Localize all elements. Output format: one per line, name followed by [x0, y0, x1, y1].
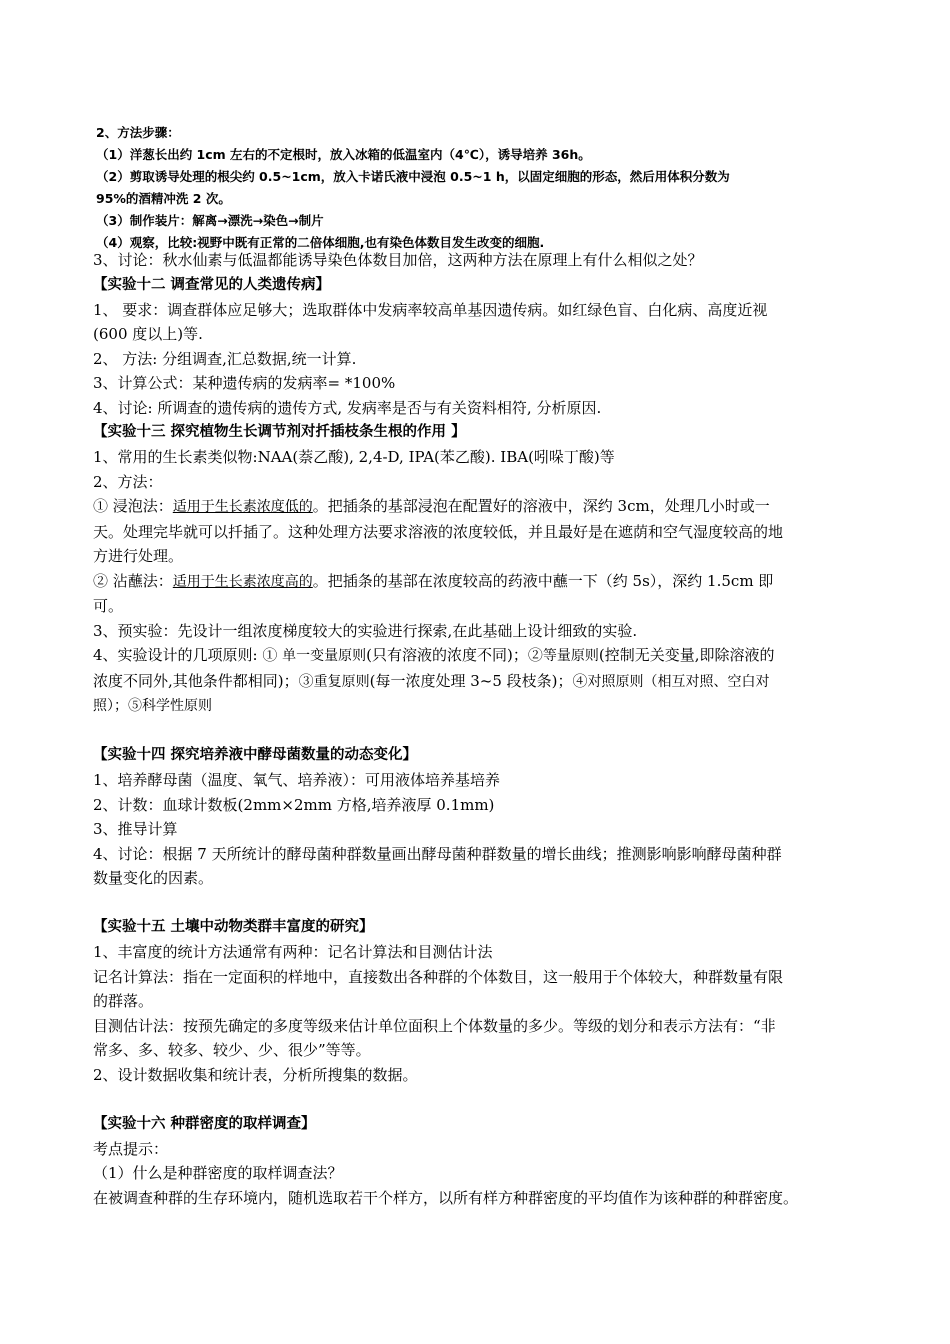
principle-text: (每一浓度处理 3~5 段枝条)；④	[369, 671, 588, 690]
method-step-3: （3）制作装片：解离→漂洗→染色→制片	[96, 213, 324, 228]
exp14-p4b: 数量变化的因素。	[93, 869, 214, 887]
main-text	[93, 248, 883, 1210]
exp13-method1-line3: 方进行处理。	[93, 547, 184, 565]
exp13-p4-line1	[93, 643, 883, 669]
exp12-p3: 3、计算公式：某种遗传病的发病率= *100%	[93, 374, 396, 392]
exp13-p4-line2	[93, 669, 883, 695]
exp12-p1b: (600 度以上)等.	[93, 325, 203, 343]
method-step-4: （4）观察，比较:视野中既有正常的二倍体细胞,也有染色体数目发生改变的细胞.	[96, 235, 545, 250]
exp15-p3a: 目测估计法：按预先确定的多度等级来估计单位面积上个体数量的多少。等级的划分和表示方法有：“非	[93, 1016, 776, 1035]
exp14-p4a: 4、讨论：根据 7 天所统计的酵母菌种群数量画出酵母菌种群数量的增长曲线；推测影响影响酵母菌种群	[93, 844, 782, 863]
exp15-p3b: 常多、多、较多、较少、少、很少”等等。	[93, 1041, 371, 1059]
method2-underlined: 适用于生长素浓度高的	[172, 573, 313, 590]
exp12-p4: 4、讨论: 所调查的遗传病的遗传方式, 发病率是否与有关资料相符, 分析原因.	[93, 398, 602, 417]
exp13-title: 【实验十三 探究植物生长调节剂对扦插枝条生根的作用 】	[93, 424, 466, 440]
exp14-title: 【实验十四 探究培养液中酵母菌数量的动态变化】	[93, 747, 418, 763]
discussion-11: 3、讨论：秋水仙素与低温都能诱导染色体数目加倍，这两种方法在原理上有什么相似之处？	[93, 251, 703, 269]
exp12-p1a: 1、 要求：调查群体应足够大；选取群体中发病率较高单基因遗传病。如红绿色盲、白化病、高度近视	[93, 300, 768, 319]
principle-equal-amount: 等量原则	[542, 648, 599, 664]
principle-repeat: 重复原则	[313, 673, 370, 690]
exp15-p1: 1、丰富度的统计方法通常有两种：记名计算法和目测估计法	[93, 943, 493, 961]
exp16-p1: 考点提示：	[93, 1139, 169, 1158]
method-step-1: （1）洋葱长出约 1cm 左右的不定根时，放入冰箱的低温室内（4℃），诱导培养 36h。	[96, 147, 591, 162]
exp13-method2-line2: 可。	[93, 597, 124, 615]
exp13-method1-line2: 天。处理完毕就可以扦插了。这种处理方法要求溶液的浓度较低，并且最好是在遮荫和空气湿度较高的地	[93, 522, 784, 541]
exp14-p1: 1、培养酵母菌（温度、氧气、培养液）：可用液体培养基培养	[93, 771, 501, 789]
exp12-p2: 2、 方法: 分组调查,汇总数据,统一计算.	[93, 349, 357, 368]
exp13-p3: 3、预实验：先设计一组浓度梯度较大的实验进行探索,在此基础上设计细致的实验.	[93, 621, 638, 640]
method1-prefix: ① 浸泡法：	[93, 497, 173, 515]
method-heading: 2、方法步骤：	[96, 125, 180, 140]
exp13-p4-line3: 照）；⑤科学性原则	[93, 698, 212, 714]
exp16-p2: （1）什么是种群密度的取样调查法？	[93, 1164, 343, 1182]
method-steps-block	[96, 122, 816, 254]
exp15-p2a: 记名计算法：指在一定面积的样地中，直接数出各种群的个体数目，这一般用于个体较大，种群数量有限	[93, 967, 784, 986]
spacer	[93, 891, 883, 916]
principle-text: (控制无关变量,即除溶液的	[598, 646, 775, 664]
exp15-p2b: 的群落。	[93, 992, 154, 1010]
principle-text: 浓度不同外,其他条件都相同)；③	[93, 671, 314, 690]
exp13-method1-line1	[93, 494, 883, 520]
exp14-p3: 3、推导计算	[93, 820, 178, 838]
principles-lead: 4、实验设计的几项原则: ①	[93, 646, 283, 664]
exp16-title: 【实验十六 种群密度的取样调查】	[93, 1115, 316, 1132]
principle-text: (只有溶液的浓度不同)；②	[366, 646, 543, 664]
spacer	[93, 1087, 883, 1112]
method2-prefix: ② 沾蘸法：	[93, 571, 173, 590]
exp15-p4: 2、设计数据收集和统计表，分析所搜集的数据。	[93, 1065, 418, 1084]
method-step-2: （2）剪取诱导处理的根尖约 0.5~1cm，放入卡诺氏液中浸泡 0.5~1 h，以固定细胞的形态，然后用体积分数为	[96, 169, 730, 184]
method2-rest: 。把插条的基部在浓度较高的药液中蘸一下（约 5s），深约 1.5cm 即	[312, 571, 774, 590]
method1-rest: 。把插条的基部浸泡在配置好的溶液中，深约 3cm，处理几小时或一	[312, 497, 770, 515]
exp13-p1: 1、常用的生长素类似物:NAA(萘乙酸), 2,4-D, IPA(苯乙酸). IBA(吲哚丁酸)等	[93, 448, 615, 466]
method-step-2-cont: 95%的酒精冲洗 2 次。	[96, 191, 231, 206]
principle-single-variable: 单一变量原则	[282, 648, 367, 664]
exp14-p2: 2、计数：血球计数板(2mm×2mm 方格,培养液厚 0.1mm)	[93, 795, 495, 814]
exp15-title: 【实验十五 土壤中动物类群丰富度的研究】	[93, 919, 374, 935]
exp13-method2-line1	[93, 569, 883, 595]
exp13-p2: 2、方法：	[93, 472, 163, 491]
exp16-p3: 在被调查种群的生存环境内，随机选取若干个样方，以所有样方种群密度的平均值作为该种群的种群密度。	[93, 1188, 799, 1207]
principle-control: 对照原则（相互对照、空白对	[587, 673, 770, 690]
exp12-title: 【实验十二 调查常见的人类遗传病】	[93, 276, 331, 293]
method1-underlined: 适用于生长素浓度低的	[172, 499, 313, 515]
spacer	[93, 719, 883, 744]
